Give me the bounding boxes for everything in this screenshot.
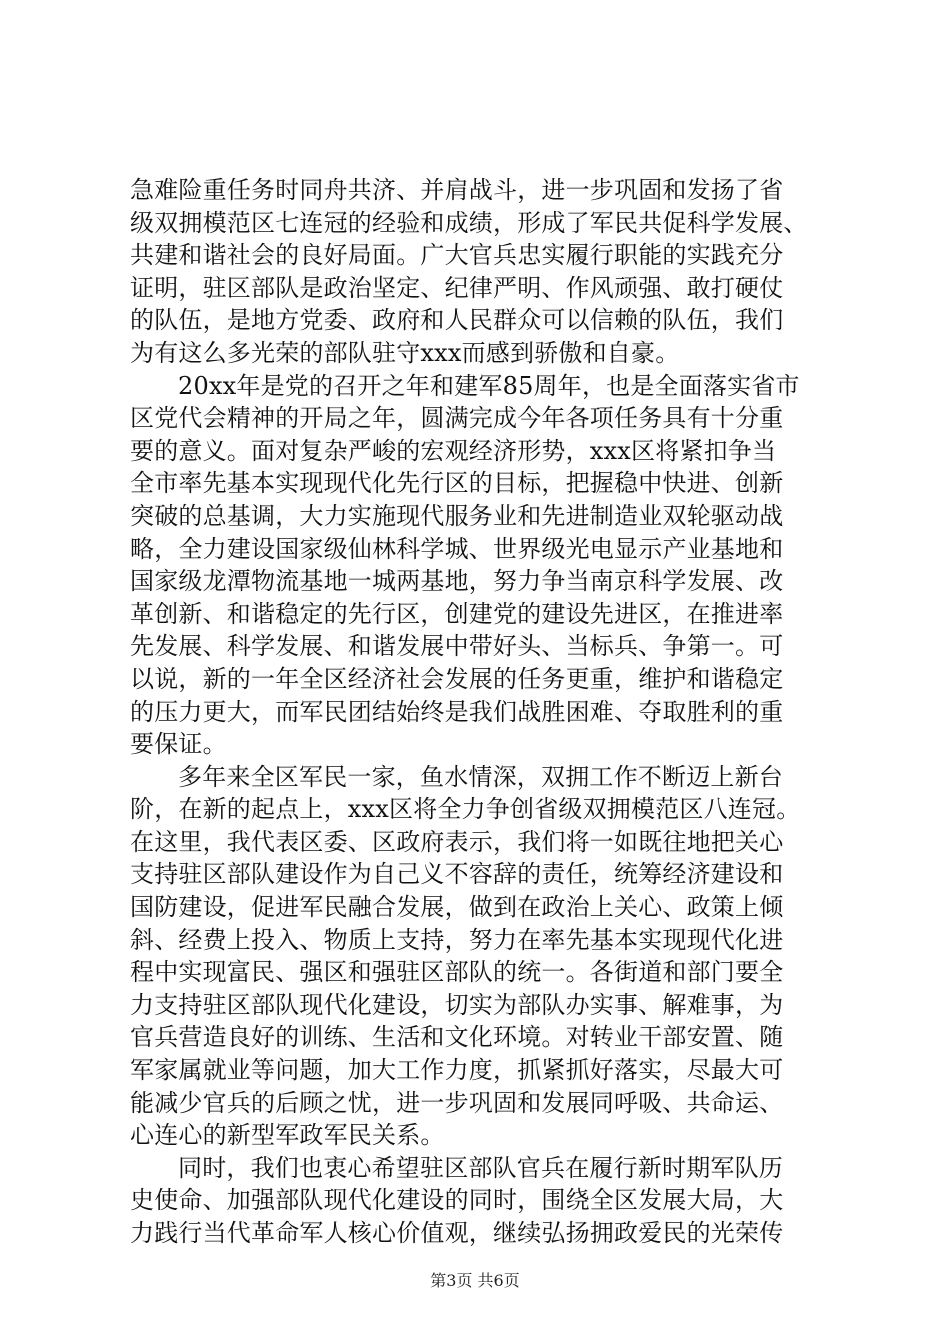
text-line: 证明，驻区部队是政治坚定、纪律严明、作风顽强、敢打硬仗 [130,273,784,302]
text-line: 多年来全区军民一家，鱼水情深，双拥工作不断迈上新台 [178,762,783,791]
text-line: 20xx年是党的召开之年和建军85周年，也是全面落实省市 [178,371,800,400]
text-line: 以说，新的一年全区经济社会发展的任务更重，维护和谐稳定 [130,664,784,693]
text-line: 官兵营造良好的训练、生活和文化环境。对转业干部安置、随 [130,1023,784,1052]
text-line: 能减少官兵的后顾之忧，进一步巩固和发展同呼吸、共命运、 [130,1088,784,1117]
text-line: 要保证。 [130,730,227,759]
text-line: 为有这么多光荣的部队驻守xxx而感到骄傲和自豪。 [130,338,680,367]
text-line: 阶，在新的起点上，xxx区将全力争创省级双拥模范区八连冠。 [130,795,801,824]
page-footer: 第3页 共6页 [430,1271,520,1290]
text-line: 区党代会精神的开局之年，圆满完成今年各项任务具有十分重 [130,404,784,433]
text-line: 革创新、和谐稳定的先行区，创建党的建设先进区，在推进率 [130,599,784,628]
text-line: 的队伍，是地方党委、政府和人民群众可以信赖的队伍，我们 [130,306,784,335]
text-line: 力支持驻区部队现代化建设，切实为部队办实事、解难事，为 [130,990,784,1019]
text-line: 军家属就业等问题，加大工作力度，抓紧抓好落实，尽最大可 [130,1056,784,1085]
body-text [130,174,830,1250]
text-line: 先发展、科学发展、和谐发展中带好头、当标兵、争第一。可 [130,632,784,661]
text-line: 级双拥模范区七连冠的经验和成绩，形成了军民共促科学发展、 [130,208,808,237]
text-line: 支持驻区部队建设作为自己义不容辞的责任，统筹经济建设和 [130,860,784,889]
text-line: 共建和谐社会的良好局面。广大官兵忠实履行职能的实践充分 [130,241,784,270]
text-line: 同时，我们也衷心希望驻区部队官兵在履行新时期军队历 [178,1153,783,1182]
text-line: 在这里，我代表区委、区政府表示，我们将一如既往地把关心 [130,827,784,856]
text-line: 史使命、加强部队现代化建设的同时，围绕全区发展大局，大 [130,1186,784,1215]
text-line: 心连心的新型军政军民关系。 [130,1121,445,1150]
text-line: 全市率先基本实现现代化先行区的目标，把握稳中快进、创新 [130,469,784,498]
text-line: 略，全力建设国家级仙林科学城、世界级光电显示产业基地和 [130,534,784,563]
text-line: 要的意义。面对复杂严峻的宏观经济形势，xxx区将紧扣争当 [130,436,777,465]
text-line: 国防建设，促进军民融合发展，做到在政治上关心、政策上倾 [130,893,784,922]
text-line: 程中实现富民、强区和强驻区部队的统一。各街道和部门要全 [130,958,784,987]
text-line: 的压力更大，而军民团结始终是我们战胜困难、夺取胜利的重 [130,697,784,726]
text-line: 斜、经费上投入、物质上支持，努力在率先基本实现现代化进 [130,925,784,954]
text-line: 国家级龙潭物流基地一城两基地，努力争当南京科学发展、改 [130,567,784,596]
text-line: 突破的总基调，大力实施现代服务业和先进制造业双轮驱动战 [130,501,784,530]
text-line: 急难险重任务时同舟共济、并肩战斗，进一步巩固和发扬了省 [130,176,784,204]
text-line: 力践行当代革命军人核心价值观，继续弘扬拥政爱民的光荣传 [130,1219,784,1247]
